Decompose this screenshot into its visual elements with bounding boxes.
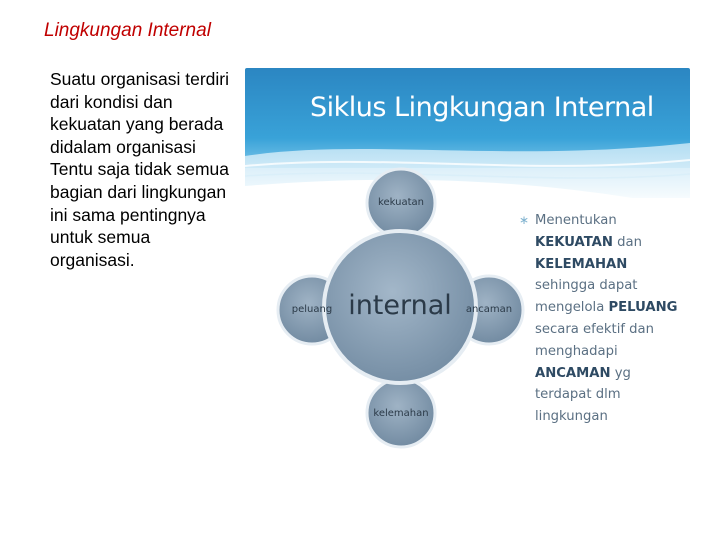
- label-right: ancaman: [465, 304, 513, 315]
- paragraph-1: Suatu organisasi terdiri dari kondisi dan kekuatan yang berada didalam organisasi: [50, 69, 229, 157]
- paragraph-2: Tentu saja tidak semua bagian dari lingkungan ini sama pentingnya untuk semua organisasi.: [50, 159, 229, 270]
- diagram-title: Siklus Lingkungan Internal: [310, 92, 654, 123]
- bullet-text-2: dan: [612, 234, 642, 250]
- keyword-kekuatan: KEKUATAN: [535, 234, 613, 250]
- keyword-peluang: PELUANG: [608, 300, 678, 316]
- keyword-kelemahan: KELEMAHAN: [535, 256, 628, 272]
- bullet-text-1: Menentukan: [535, 213, 617, 228]
- label-bottom: kelemahan: [373, 408, 429, 419]
- label-left: peluang: [291, 304, 333, 315]
- keyword-ancaman: ANCAMAN: [535, 365, 611, 381]
- bullet-text-3: sehingga dapat mengelola: [535, 278, 638, 316]
- slide-title: Lingkungan Internal: [44, 20, 211, 41]
- label-center: internal: [348, 290, 452, 321]
- bullet-text-5: yg terdapat dlm lingkungan: [535, 365, 631, 425]
- body-text: [50, 68, 235, 271]
- bullet-text-4: secara efektif dan menghadapi: [535, 321, 654, 359]
- label-top: kekuatan: [378, 197, 424, 208]
- bullet-text: [519, 210, 685, 428]
- cycle-diagram-image: [245, 68, 690, 460]
- bullet-marker: ∗: [519, 213, 530, 227]
